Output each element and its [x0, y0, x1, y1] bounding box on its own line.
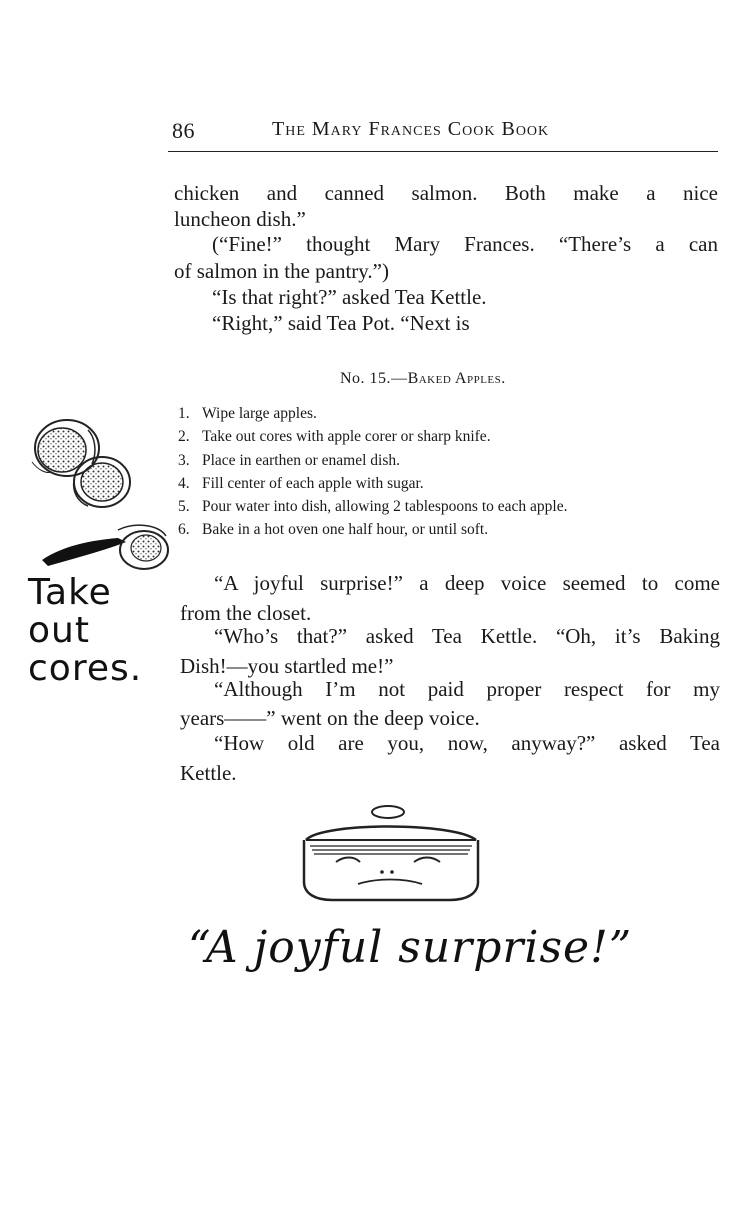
caption-line: Take: [28, 572, 112, 613]
apples-illustration: [22, 410, 172, 580]
step-text: Bake in a hot oven one half hour, or until soft.: [202, 521, 489, 539]
paragraph-line: “Who’s that?” asked Tea Kettle. “Oh, it’s Baking: [214, 624, 720, 648]
recipe-steps: [178, 402, 567, 542]
paragraph-line: (“Fine!” thought Mary Frances. “There’s a can: [212, 232, 718, 256]
recipe-title: [340, 370, 506, 388]
paragraph-line: “Is that right?” asked Tea Kettle.: [212, 285, 487, 309]
step-text: Wipe large apples.: [202, 405, 317, 422]
running-header: [172, 118, 720, 146]
header-rule: [168, 151, 718, 152]
step-number: 2.: [178, 428, 190, 446]
baking-dish-icon: [304, 806, 478, 900]
step-text: Take out cores with apple corer or sharp knife.: [202, 428, 491, 446]
paragraph-line: “Right,” said Tea Pot. “Next is: [212, 311, 470, 335]
recipe-step: [178, 518, 567, 541]
running-title: The Mary Frances Cook Book: [272, 118, 550, 140]
step-number: 3.: [178, 451, 190, 469]
step-number: 4.: [178, 474, 190, 492]
step-number: 1.: [178, 405, 190, 422]
recipe-name: Baked Apples.: [407, 370, 506, 387]
recipe-step: [178, 402, 567, 425]
paragraph-line: chicken and canned salmon. Both make a nice: [174, 181, 718, 205]
step-text: Fill center of each apple with sugar.: [202, 474, 424, 492]
paragraph-line: of salmon in the pantry.”): [174, 259, 389, 283]
step-text: Pour water into dish, allowing 2 tablespoons to each apple.: [202, 498, 568, 516]
paragraph-line: luncheon dish.”: [174, 207, 306, 231]
caption-line: cores.: [28, 648, 143, 689]
apple-corer-icon: [42, 525, 168, 569]
recipe-step: [178, 495, 567, 518]
apples-caption: [28, 574, 142, 688]
recipe-step: [178, 449, 567, 472]
paragraph-line: “Although I’m not paid proper respect for my: [214, 677, 720, 701]
paragraph-line: years——” went on the deep voice.: [180, 706, 480, 730]
apple-halved-icon: [74, 457, 130, 507]
paragraph-line: “A joyful surprise!” a deep voice seemed to come: [214, 571, 720, 595]
recipe-number: No. 15.—: [340, 370, 408, 387]
paragraph-line: “How old are you, now, anyway?” asked Tea: [214, 731, 720, 755]
page-number: 86: [172, 118, 195, 143]
recipe-step: [178, 472, 567, 495]
paragraph-line: Kettle.: [180, 761, 237, 785]
baking-dish-illustration: [292, 800, 492, 910]
baking-dish-caption: “A joyful surprise!”: [188, 922, 633, 973]
step-number: 6.: [178, 521, 190, 539]
caption-line: out: [28, 610, 90, 651]
step-text: Place in earthen or enamel dish.: [202, 451, 400, 469]
paragraph-line: from the closet.: [180, 601, 312, 625]
paragraph-line: Dish!—you startled me!”: [180, 654, 394, 678]
step-number: 5.: [178, 498, 190, 516]
recipe-step: [178, 425, 567, 448]
